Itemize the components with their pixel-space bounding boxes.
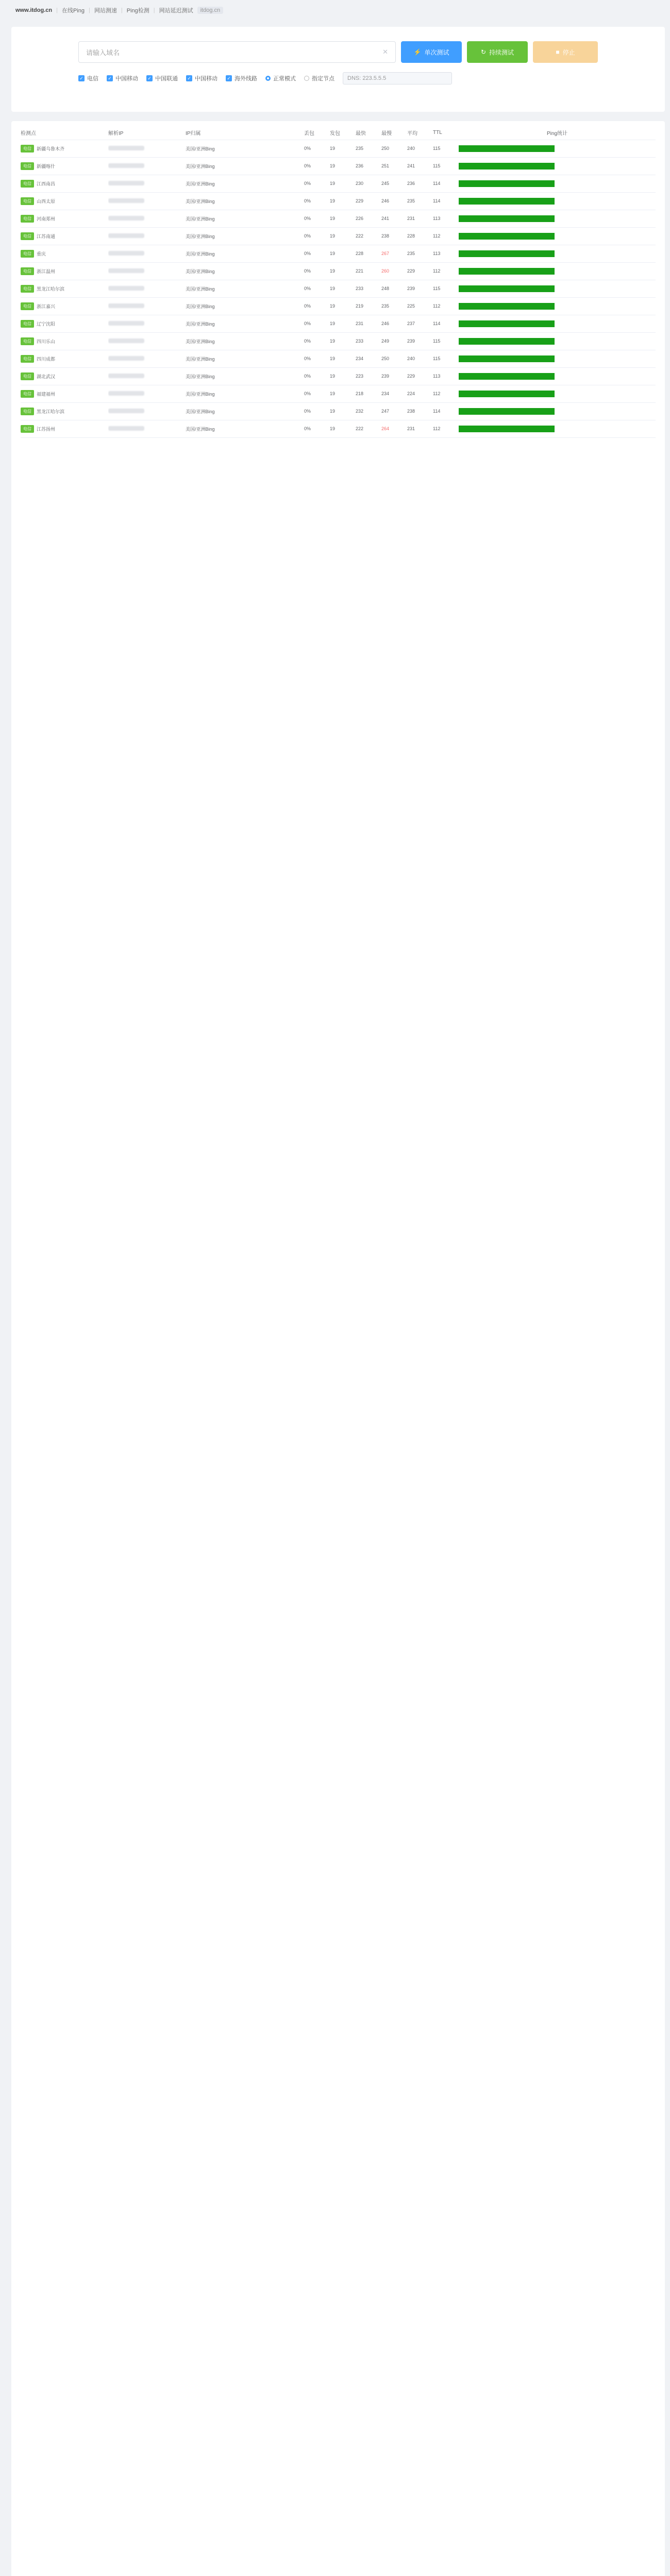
cell-loss: 0%: [304, 192, 330, 210]
ping-bar: [459, 320, 555, 327]
cell-ping-bar: [459, 402, 656, 420]
ping-bar: [459, 408, 555, 415]
table-row: [21, 420, 656, 437]
cell-slow: 248: [381, 280, 407, 297]
cell-fast: 226: [356, 210, 381, 227]
cell-slow: 264: [381, 420, 407, 437]
isp-badge: 电信: [21, 250, 34, 258]
cell-loss: 0%: [304, 367, 330, 385]
cell-ip: [108, 280, 186, 297]
cell-ip: [108, 315, 186, 332]
cell-ping-bar: [459, 385, 656, 402]
cell-location: 电信 福建福州: [21, 385, 108, 402]
col-slow[interactable]: 最慢: [381, 126, 407, 140]
cell-owner: 美国/亚洲Bing: [186, 332, 304, 350]
isp-badge: 电信: [21, 390, 34, 398]
cell-loss: 0%: [304, 332, 330, 350]
cell-location: 电信 新疆喀什: [21, 157, 108, 175]
isp-badge: 电信: [21, 408, 34, 415]
checkbox-icon: ✓: [78, 75, 85, 81]
ping-bar: [459, 145, 555, 152]
cell-loss: 0%: [304, 297, 330, 315]
cell-location: 电信 四川成都: [21, 350, 108, 367]
ip-redacted: [108, 163, 144, 168]
isp-badge: 电信: [21, 372, 34, 380]
isp-badge: 电信: [21, 267, 34, 275]
cell-sent: 19: [330, 192, 356, 210]
table-row: [21, 175, 656, 192]
isp-badge: 电信: [21, 215, 34, 223]
cell-avg: 239: [407, 280, 433, 297]
cell-ip: [108, 262, 186, 280]
cell-ttl: 113: [433, 210, 459, 227]
cell-fast: 236: [356, 157, 381, 175]
cell-owner: 美国/亚洲Bing: [186, 245, 304, 262]
cell-ttl: 112: [433, 262, 459, 280]
nav-link-latency[interactable]: 网站延迟测试: [159, 8, 193, 14]
cell-owner: 美国/亚洲Bing: [186, 350, 304, 367]
table-row: [21, 315, 656, 332]
cell-ttl: 113: [433, 367, 459, 385]
cell-sent: 19: [330, 245, 356, 262]
dns-input[interactable]: DNS: 223.5.5.5: [343, 72, 452, 84]
cell-avg: 236: [407, 175, 433, 192]
cell-location: 电信 浙江温州: [21, 262, 108, 280]
cell-ttl: 115: [433, 140, 459, 157]
table-row: [21, 385, 656, 402]
cell-slow: 238: [381, 227, 407, 245]
isp-badge: 电信: [21, 355, 34, 363]
cell-ip: [108, 367, 186, 385]
col-ttl[interactable]: TTL: [433, 126, 459, 140]
ping-bar: [459, 163, 555, 170]
ping-bar: [459, 268, 555, 275]
table-row: [21, 367, 656, 385]
cell-slow: 260: [381, 262, 407, 280]
cell-ip: [108, 402, 186, 420]
ip-redacted: [108, 181, 144, 185]
cell-ping-bar: [459, 297, 656, 315]
cell-ip: [108, 420, 186, 437]
continuous-test-button[interactable]: ↻ 持续测试: [467, 41, 528, 63]
cell-slow: 251: [381, 157, 407, 175]
cell-loss: 0%: [304, 140, 330, 157]
cell-ttl: 115: [433, 350, 459, 367]
cell-location: 电信 江苏南通: [21, 227, 108, 245]
table-row: [21, 210, 656, 227]
cell-avg: 241: [407, 157, 433, 175]
cell-fast: 233: [356, 332, 381, 350]
cell-avg: 235: [407, 192, 433, 210]
cell-avg: 238: [407, 402, 433, 420]
ping-bar: [459, 303, 555, 310]
ip-redacted: [108, 356, 144, 361]
cell-location: 电信 山西太原: [21, 192, 108, 210]
cell-location: 电信 江西南昌: [21, 175, 108, 192]
cell-fast: 219: [356, 297, 381, 315]
col-loss[interactable]: 丢包: [304, 126, 330, 140]
col-ping-stats: Ping统计: [459, 126, 656, 140]
ip-redacted: [108, 198, 144, 203]
nav-link-ping[interactable]: 在线Ping: [61, 8, 85, 14]
cell-location: 电信 辽宁沈阳: [21, 315, 108, 332]
checkbox-icon: ✓: [146, 75, 153, 81]
cell-ip: [108, 332, 186, 350]
ip-redacted: [108, 374, 144, 378]
cell-sent: 19: [330, 262, 356, 280]
refresh-icon: ↻: [480, 48, 487, 56]
cell-ping-bar: [459, 227, 656, 245]
line-checkbox-3[interactable]: ✓ 中国联通: [146, 74, 178, 82]
results-table: [21, 126, 656, 438]
cell-ttl: 114: [433, 402, 459, 420]
col-sent[interactable]: 发包: [330, 126, 356, 140]
cell-slow: 241: [381, 210, 407, 227]
ping-bar: [459, 338, 555, 345]
cell-location: 电信 浙江嘉兴: [21, 297, 108, 315]
cell-sent: 19: [330, 367, 356, 385]
ip-redacted: [108, 321, 144, 326]
cell-avg: 224: [407, 385, 433, 402]
cell-ttl: 112: [433, 297, 459, 315]
ip-redacted: [108, 268, 144, 273]
cell-ping-bar: [459, 245, 656, 262]
cell-ttl: 112: [433, 227, 459, 245]
isp-badge: 电信: [21, 180, 34, 188]
clear-icon[interactable]: ✕: [382, 48, 388, 56]
top-breadcrumb-bar: www.itdog.cn | 在线Ping | 网站测速 | Ping检测 | 网站延迟测试 itdog.cn: [0, 0, 670, 21]
cell-sent: 19: [330, 175, 356, 192]
ip-redacted: [108, 409, 144, 413]
ping-bar: [459, 250, 555, 257]
cell-ip: [108, 192, 186, 210]
cell-fast: 228: [356, 245, 381, 262]
cell-loss: 0%: [304, 350, 330, 367]
table-row: [21, 192, 656, 210]
col-fast[interactable]: 最快: [356, 126, 381, 140]
cell-avg: 231: [407, 210, 433, 227]
checkbox-icon: ✓: [107, 75, 113, 81]
isp-badge: 电信: [21, 302, 34, 310]
table-row: [21, 280, 656, 297]
ping-bar: [459, 373, 555, 380]
radio-icon: [304, 76, 309, 81]
cell-location: 电信 新疆乌鲁木齐: [21, 140, 108, 157]
isp-badge: 电信: [21, 162, 34, 170]
cell-location: 电信 黑龙江哈尔滨: [21, 402, 108, 420]
cell-ip: [108, 227, 186, 245]
isp-badge: 电信: [21, 320, 34, 328]
cell-ping-bar: [459, 420, 656, 437]
line-checkbox-2[interactable]: ✓ 中国移动: [107, 74, 138, 82]
cell-ip: [108, 140, 186, 157]
cell-owner: 美国/亚洲Bing: [186, 210, 304, 227]
cell-sent: 19: [330, 297, 356, 315]
cell-ping-bar: [459, 192, 656, 210]
col-location[interactable]: 检测点: [21, 126, 108, 140]
cell-owner: 美国/亚洲Bing: [186, 420, 304, 437]
cell-sent: 19: [330, 157, 356, 175]
cell-ttl: 115: [433, 157, 459, 175]
ping-bar: [459, 285, 555, 292]
cell-location: 电信 湖北武汉: [21, 367, 108, 385]
cell-location: 电信 重庆: [21, 245, 108, 262]
table-row: [21, 262, 656, 280]
cell-loss: 0%: [304, 385, 330, 402]
cell-avg: 225: [407, 297, 433, 315]
single-test-button[interactable]: ⚡ 单次测试: [401, 41, 462, 63]
cell-slow: 247: [381, 402, 407, 420]
cell-fast: 223: [356, 367, 381, 385]
cell-fast: 222: [356, 227, 381, 245]
cell-fast: 230: [356, 175, 381, 192]
cell-ip: [108, 210, 186, 227]
cell-sent: 19: [330, 280, 356, 297]
options-row: [78, 72, 665, 84]
cell-owner: 美国/亚洲Bing: [186, 262, 304, 280]
radio-icon: [265, 76, 271, 81]
cell-ip: [108, 385, 186, 402]
ip-redacted: [108, 338, 144, 343]
cell-slow: 246: [381, 315, 407, 332]
line-checkbox-4[interactable]: ✓ 中国移动: [186, 74, 217, 82]
isp-badge: 电信: [21, 232, 34, 240]
isp-badge: 电信: [21, 337, 34, 345]
cell-ping-bar: [459, 350, 656, 367]
cell-loss: 0%: [304, 157, 330, 175]
cell-location: 电信 四川乐山: [21, 332, 108, 350]
cell-fast: 229: [356, 192, 381, 210]
isp-badge: 电信: [21, 425, 34, 433]
cell-owner: 美国/亚洲Bing: [186, 385, 304, 402]
cell-fast: 235: [356, 140, 381, 157]
cell-sent: 19: [330, 315, 356, 332]
cell-loss: 0%: [304, 227, 330, 245]
table-header-row: [21, 126, 656, 140]
cell-sent: 19: [330, 420, 356, 437]
cell-ping-bar: [459, 157, 656, 175]
mode-radio-node[interactable]: 指定节点: [304, 74, 334, 82]
cell-avg: 240: [407, 350, 433, 367]
ip-redacted: [108, 146, 144, 150]
cell-loss: 0%: [304, 402, 330, 420]
cell-loss: 0%: [304, 210, 330, 227]
cell-avg: 231: [407, 420, 433, 437]
cell-ip: [108, 350, 186, 367]
cell-slow: 250: [381, 350, 407, 367]
cell-loss: 0%: [304, 420, 330, 437]
search-placeholder: 请输入域名: [86, 48, 120, 57]
isp-badge: 电信: [21, 197, 34, 205]
cell-owner: 美国/亚洲Bing: [186, 157, 304, 175]
cell-slow: 249: [381, 332, 407, 350]
cell-owner: 美国/亚洲Bing: [186, 315, 304, 332]
cell-slow: 234: [381, 385, 407, 402]
mode-radio-normal[interactable]: 正常模式: [265, 74, 296, 82]
cell-fast: 232: [356, 402, 381, 420]
cell-sent: 19: [330, 140, 356, 157]
cell-ping-bar: [459, 280, 656, 297]
ping-bar: [459, 233, 555, 240]
cell-sent: 19: [330, 402, 356, 420]
cell-owner: 美国/亚洲Bing: [186, 402, 304, 420]
cell-owner: 美国/亚洲Bing: [186, 227, 304, 245]
cell-sent: 19: [330, 227, 356, 245]
cell-slow: 246: [381, 192, 407, 210]
cell-owner: 美国/亚洲Bing: [186, 175, 304, 192]
cell-avg: 237: [407, 315, 433, 332]
lightning-icon: ⚡: [413, 48, 422, 56]
cell-ping-bar: [459, 140, 656, 157]
search-input[interactable]: [78, 41, 396, 63]
ping-bar: [459, 391, 555, 397]
cell-avg: 229: [407, 262, 433, 280]
cell-ttl: 112: [433, 385, 459, 402]
ip-redacted: [108, 286, 144, 291]
cell-loss: 0%: [304, 280, 330, 297]
nav-link-check[interactable]: Ping检测: [126, 8, 149, 14]
ip-redacted: [108, 216, 144, 221]
col-ip[interactable]: 解析IP: [108, 126, 186, 140]
cell-location: 电信 黑龙江哈尔滨: [21, 280, 108, 297]
cell-ttl: 114: [433, 192, 459, 210]
cell-sent: 19: [330, 332, 356, 350]
cell-avg: 239: [407, 332, 433, 350]
cell-fast: 233: [356, 280, 381, 297]
cell-sent: 19: [330, 350, 356, 367]
search-panel: [11, 27, 665, 112]
cell-ip: [108, 297, 186, 315]
cell-sent: 19: [330, 210, 356, 227]
cell-slow: 239: [381, 367, 407, 385]
cell-ping-bar: [459, 175, 656, 192]
cell-sent: 19: [330, 385, 356, 402]
cell-slow: 235: [381, 297, 407, 315]
cell-slow: 250: [381, 140, 407, 157]
line-checkbox-5[interactable]: ✓ 海外线路: [226, 74, 257, 82]
cell-owner: 美国/亚洲Bing: [186, 192, 304, 210]
cell-location: 电信 河南郑州: [21, 210, 108, 227]
checkbox-icon: ✓: [186, 75, 192, 81]
ip-redacted: [108, 233, 144, 238]
cell-fast: 234: [356, 350, 381, 367]
cell-ping-bar: [459, 262, 656, 280]
cell-ping-bar: [459, 367, 656, 385]
cell-owner: 美国/亚洲Bing: [186, 140, 304, 157]
cell-ping-bar: [459, 315, 656, 332]
col-owner[interactable]: IP归属: [186, 126, 304, 140]
cell-ping-bar: [459, 332, 656, 350]
cell-slow: 245: [381, 175, 407, 192]
cell-owner: 美国/亚洲Bing: [186, 367, 304, 385]
cell-ttl: 115: [433, 280, 459, 297]
table-row: [21, 245, 656, 262]
cell-ttl: 114: [433, 175, 459, 192]
table-row: [21, 297, 656, 315]
line-checkbox-1[interactable]: ✓ 电信: [78, 74, 98, 82]
cell-ip: [108, 175, 186, 192]
cell-ip: [108, 157, 186, 175]
checkbox-icon: ✓: [226, 75, 232, 81]
ping-bar: [459, 355, 555, 362]
cell-fast: 222: [356, 420, 381, 437]
cell-loss: 0%: [304, 262, 330, 280]
cell-loss: 0%: [304, 315, 330, 332]
cell-fast: 218: [356, 385, 381, 402]
ping-bar: [459, 180, 555, 187]
cell-avg: 235: [407, 245, 433, 262]
cell-fast: 231: [356, 315, 381, 332]
table-row: [21, 402, 656, 420]
table-row: [21, 157, 656, 175]
cell-ttl: 113: [433, 245, 459, 262]
cell-slow: 267: [381, 245, 407, 262]
cell-ttl: 114: [433, 315, 459, 332]
ip-redacted: [108, 251, 144, 256]
isp-badge: 电信: [21, 145, 34, 152]
stop-icon: ■: [556, 48, 560, 56]
cell-avg: 240: [407, 140, 433, 157]
isp-badge: 电信: [21, 285, 34, 293]
cell-loss: 0%: [304, 175, 330, 192]
ping-bar: [459, 215, 555, 222]
table-row: [21, 140, 656, 157]
cell-ip: [108, 245, 186, 262]
results-panel: [11, 121, 665, 2576]
table-row: [21, 350, 656, 367]
cell-loss: 0%: [304, 245, 330, 262]
cell-owner: 美国/亚洲Bing: [186, 280, 304, 297]
table-row: [21, 332, 656, 350]
cell-location: 电信 江苏扬州: [21, 420, 108, 437]
cell-avg: 229: [407, 367, 433, 385]
nav-link-speed[interactable]: 网站测速: [94, 8, 117, 14]
cell-fast: 221: [356, 262, 381, 280]
cell-owner: 美国/亚洲Bing: [186, 297, 304, 315]
table-row: [21, 227, 656, 245]
ip-redacted: [108, 391, 144, 396]
cell-ttl: 112: [433, 420, 459, 437]
ip-redacted: [108, 303, 144, 308]
cell-ttl: 115: [433, 332, 459, 350]
col-avg[interactable]: 平均: [407, 126, 433, 140]
domain-tag: itdog.cn: [197, 7, 224, 14]
stop-button[interactable]: ■ 停止: [533, 41, 598, 63]
ip-redacted: [108, 426, 144, 431]
cell-ping-bar: [459, 210, 656, 227]
cell-avg: 228: [407, 227, 433, 245]
site-logo[interactable]: www.itdog.cn: [15, 7, 53, 13]
ping-bar: [459, 426, 555, 432]
ping-bar: [459, 198, 555, 205]
